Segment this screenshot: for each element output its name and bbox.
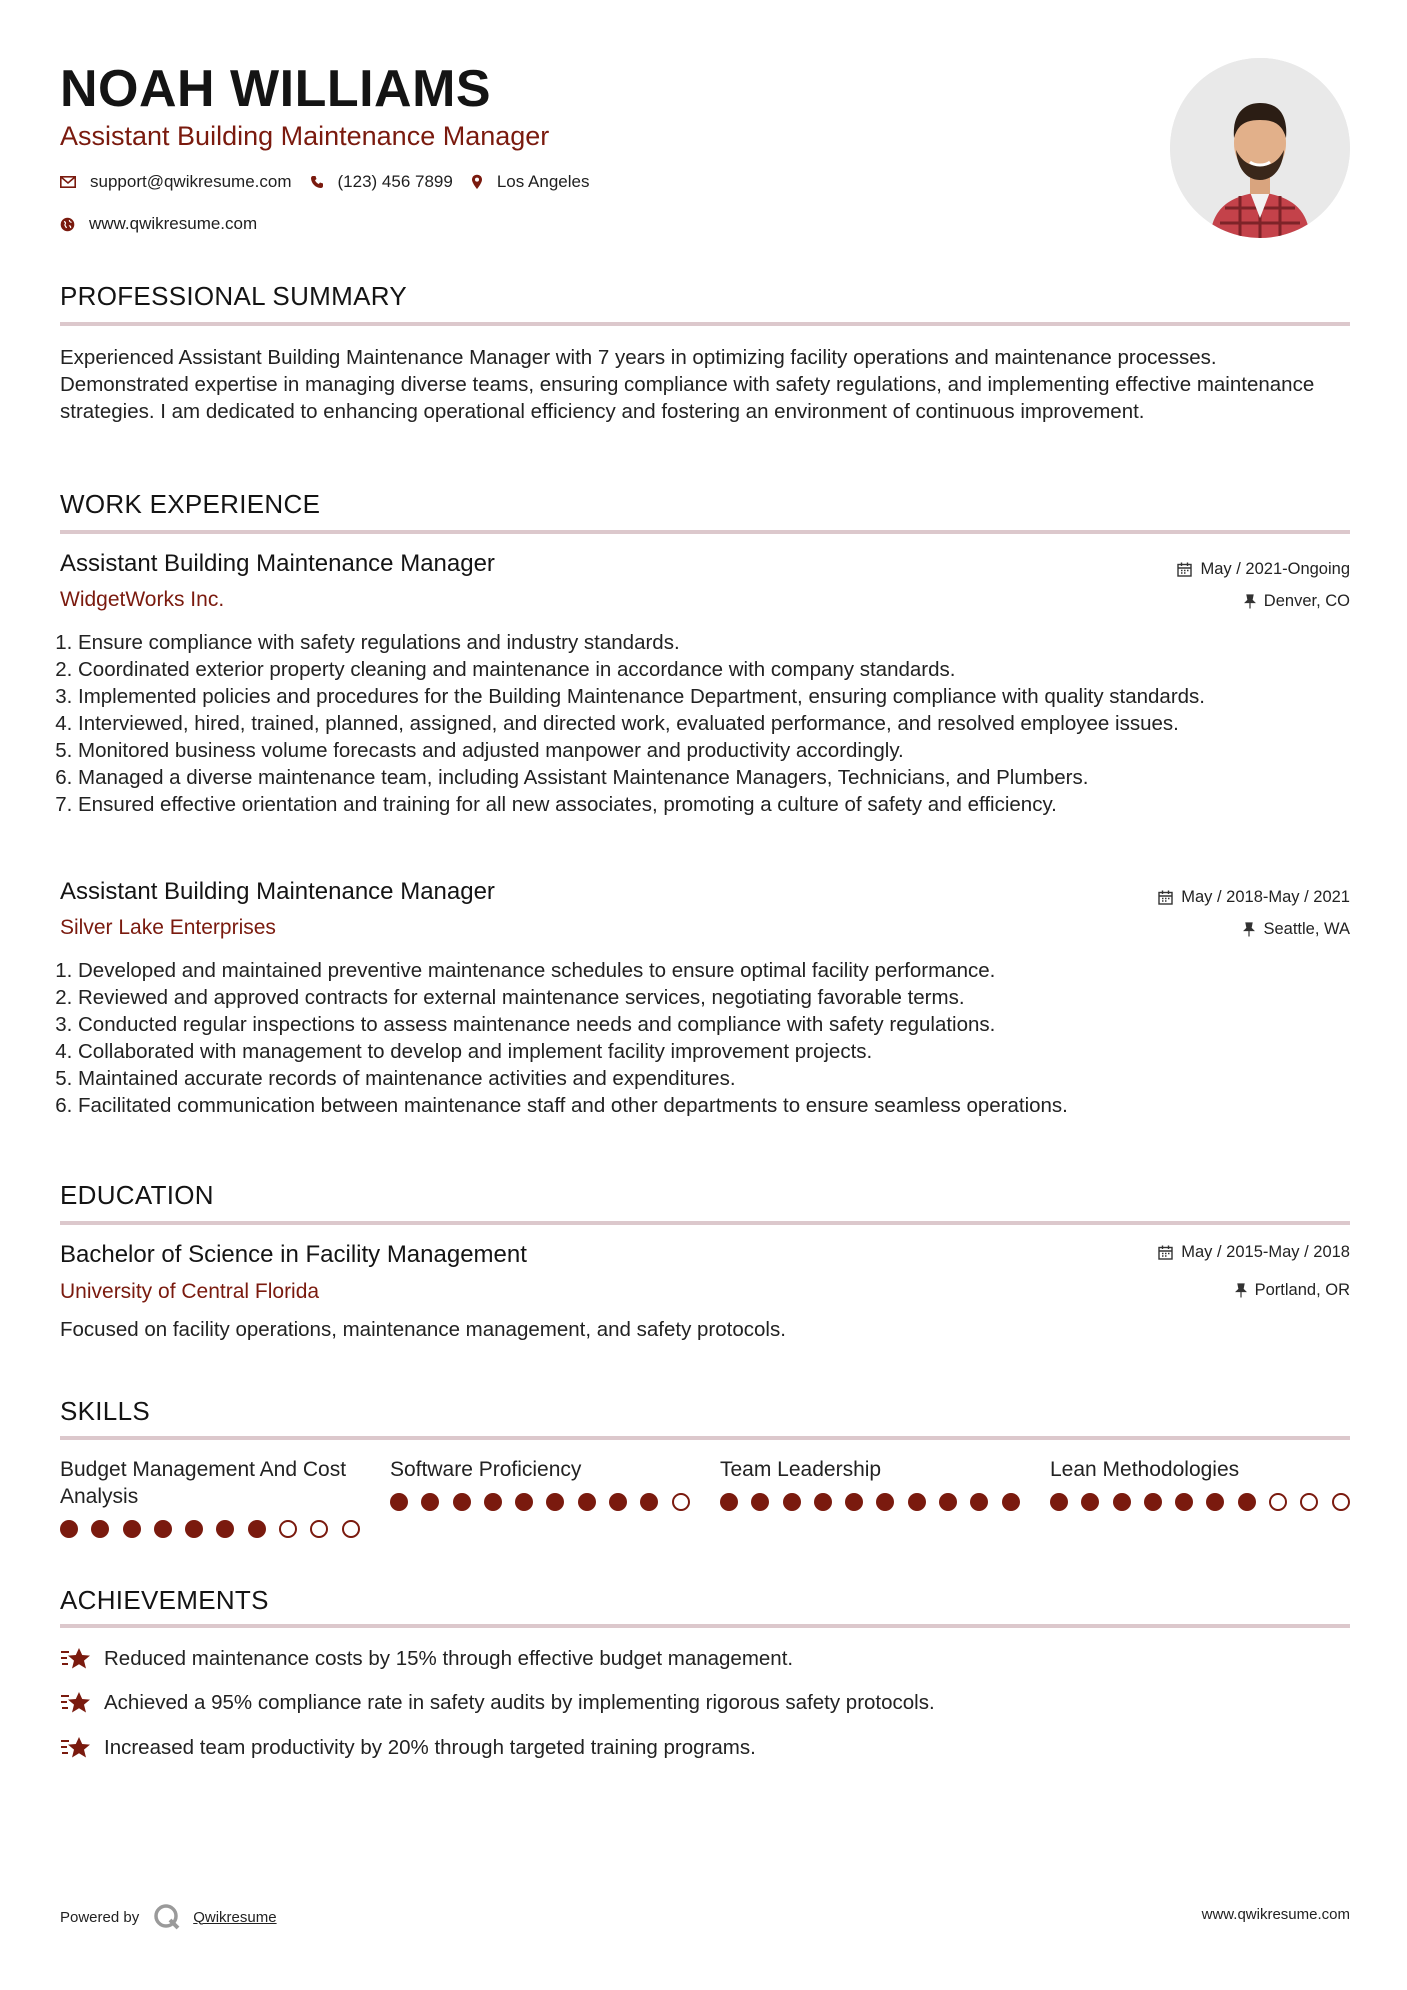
avatar bbox=[1170, 58, 1350, 238]
rating-dot-filled bbox=[609, 1493, 627, 1511]
list-item: 4. Collaborated with management to develop and implement facility improvement projects. bbox=[78, 1038, 1368, 1065]
job-location-text: Denver, CO bbox=[1263, 592, 1350, 610]
list-item: 3. Implemented policies and procedures for the Building Maintenance Department, ensuring compliance with quality standards. bbox=[78, 683, 1368, 710]
education-date bbox=[1158, 1243, 1350, 1262]
rating-dot-empty bbox=[342, 1520, 360, 1538]
rating-dot-filled bbox=[60, 1520, 78, 1538]
rating-dot-empty bbox=[672, 1493, 690, 1511]
star-award-icon bbox=[60, 1646, 92, 1672]
job-date-text: May / 2018-May / 2021 bbox=[1181, 888, 1350, 906]
rating-dot-filled bbox=[640, 1493, 658, 1511]
list-item: 2. Coordinated exterior property cleaning and maintenance in accordance with company standards. bbox=[78, 656, 1368, 683]
qwikresume-logo-icon bbox=[153, 1903, 181, 1931]
rating-dot-filled bbox=[421, 1493, 439, 1511]
map-pin-icon bbox=[471, 174, 483, 190]
job-title: Assistant Building Maintenance Manager bbox=[60, 550, 495, 577]
achievements-title: ACHIEVEMENTS bbox=[60, 1585, 269, 1615]
achievement-item bbox=[60, 1646, 793, 1672]
school-name: University of Central Florida bbox=[60, 1280, 320, 1303]
achievement-text: Achieved a 95% compliance rate in safety audits by implementing rigorous safety protocols. bbox=[104, 1691, 935, 1714]
rating-dot-filled bbox=[876, 1493, 894, 1511]
contact-phone[interactable] bbox=[310, 172, 453, 192]
education-description: Focused on facility operations, maintenance management, and safety protocols. bbox=[60, 1318, 786, 1341]
list-item: 1. Developed and maintained preventive maintenance schedules to ensure optimal facility performance. bbox=[78, 957, 1368, 984]
achievement-item bbox=[60, 1735, 756, 1761]
skill-name: Lean Methodologies bbox=[1050, 1458, 1240, 1481]
rating-dot-filled bbox=[515, 1493, 533, 1511]
footer-website[interactable]: www.qwikresume.com bbox=[1201, 1906, 1350, 1923]
pushpin-icon bbox=[1244, 594, 1256, 609]
rating-dot-empty bbox=[279, 1520, 297, 1538]
envelope-icon bbox=[60, 176, 76, 188]
globe-icon bbox=[60, 217, 75, 232]
job-date bbox=[1158, 888, 1350, 907]
list-item: 1. Ensure compliance with safety regulations and industry standards. bbox=[78, 629, 1368, 656]
pushpin-icon bbox=[1243, 922, 1255, 937]
rating-dot-filled bbox=[720, 1493, 738, 1511]
list-item: 5. Monitored business volume forecasts and adjusted manpower and productivity accordingly. bbox=[78, 737, 1368, 764]
education-location bbox=[1235, 1281, 1350, 1300]
footer-powered bbox=[60, 1903, 277, 1931]
star-award-icon bbox=[60, 1690, 92, 1716]
job-location bbox=[1243, 920, 1350, 939]
achievement-text: Reduced maintenance costs by 15% through effective budget management. bbox=[104, 1647, 794, 1670]
skills-title: SKILLS bbox=[60, 1396, 150, 1426]
rating-dot-filled bbox=[1206, 1493, 1224, 1511]
list-item: 3. Conducted regular inspections to assess maintenance needs and compliance with safety regulations. bbox=[78, 1011, 1368, 1038]
section-divider bbox=[60, 1624, 1350, 1628]
rating-dot-filled bbox=[91, 1520, 109, 1538]
rating-dot-filled bbox=[484, 1493, 502, 1511]
rating-dot-empty bbox=[1332, 1493, 1350, 1511]
rating-dot-filled bbox=[783, 1493, 801, 1511]
rating-dot-filled bbox=[154, 1520, 172, 1538]
achievement-item bbox=[60, 1690, 935, 1716]
section-divider bbox=[60, 322, 1350, 326]
pushpin-icon bbox=[1235, 1283, 1247, 1298]
job-bullets bbox=[60, 629, 1368, 818]
skill-rating bbox=[390, 1493, 703, 1511]
rating-dot-filled bbox=[1175, 1493, 1193, 1511]
brand-link[interactable]: Qwikresume bbox=[193, 1908, 277, 1926]
location-text: Los Angeles bbox=[496, 172, 590, 191]
skill-rating bbox=[1050, 1493, 1363, 1511]
summary-title: PROFESSIONAL SUMMARY bbox=[60, 281, 407, 311]
phone-icon bbox=[310, 175, 324, 189]
list-item: 6. Facilitated communication between maintenance staff and other departments to ensure seamless operations. bbox=[78, 1092, 1368, 1119]
website-text: www.qwikresume.com bbox=[89, 214, 258, 233]
job-title: Assistant Building Maintenance Manager bbox=[60, 878, 495, 905]
rating-dot-empty bbox=[1300, 1493, 1318, 1511]
list-item: 4. Interviewed, hired, trained, planned, assigned, and directed work, evaluated performance, and resolved employee issues. bbox=[78, 710, 1368, 737]
rating-dot-filled bbox=[751, 1493, 769, 1511]
contact-website[interactable] bbox=[60, 214, 257, 234]
rating-dot-filled bbox=[453, 1493, 471, 1511]
job-date-text: May / 2021-Ongoing bbox=[1200, 560, 1350, 578]
skill-item bbox=[390, 1456, 690, 1483]
powered-by-text: Powered by bbox=[60, 1908, 140, 1926]
skill-rating bbox=[720, 1493, 1033, 1511]
rating-dot-filled bbox=[814, 1493, 832, 1511]
star-award-icon bbox=[60, 1735, 92, 1761]
calendar-icon bbox=[1177, 562, 1192, 577]
education-title: EDUCATION bbox=[60, 1180, 214, 1210]
rating-dot-filled bbox=[1238, 1493, 1256, 1511]
section-divider bbox=[60, 1436, 1350, 1440]
candidate-name: NOAH WILLIAMS bbox=[60, 60, 492, 118]
section-divider bbox=[60, 1221, 1350, 1225]
candidate-role: Assistant Building Maintenance Manager bbox=[60, 121, 550, 151]
list-item: 5. Maintained accurate records of maintenance activities and expenditures. bbox=[78, 1065, 1368, 1092]
rating-dot-filled bbox=[1113, 1493, 1131, 1511]
job-location bbox=[1244, 592, 1350, 611]
rating-dot-filled bbox=[1081, 1493, 1099, 1511]
education-location-text: Portland, OR bbox=[1254, 1281, 1350, 1299]
section-divider bbox=[60, 530, 1350, 534]
profile-photo bbox=[1170, 58, 1350, 238]
skill-item bbox=[60, 1456, 360, 1510]
rating-dot-filled bbox=[248, 1520, 266, 1538]
job-bullets bbox=[60, 957, 1368, 1119]
rating-dot-filled bbox=[578, 1493, 596, 1511]
rating-dot-filled bbox=[845, 1493, 863, 1511]
list-item: 2. Reviewed and approved contracts for external maintenance services, negotiating favorable terms. bbox=[78, 984, 1368, 1011]
rating-dot-filled bbox=[123, 1520, 141, 1538]
skill-item bbox=[1050, 1456, 1350, 1483]
rating-dot-filled bbox=[390, 1493, 408, 1511]
education-date-text: May / 2015-May / 2018 bbox=[1181, 1243, 1350, 1261]
company-name: Silver Lake Enterprises bbox=[60, 916, 276, 939]
rating-dot-filled bbox=[1144, 1493, 1162, 1511]
rating-dot-filled bbox=[939, 1493, 957, 1511]
degree-title: Bachelor of Science in Facility Management bbox=[60, 1241, 527, 1268]
rating-dot-filled bbox=[908, 1493, 926, 1511]
skill-item bbox=[720, 1456, 1020, 1483]
contact-location bbox=[471, 172, 590, 192]
skill-name: Budget Management And Cost Analysis bbox=[60, 1458, 347, 1508]
company-name: WidgetWorks Inc. bbox=[60, 588, 225, 611]
phone-text: (123) 456 7899 bbox=[337, 172, 453, 191]
rating-dot-filled bbox=[216, 1520, 234, 1538]
rating-dot-filled bbox=[1050, 1493, 1068, 1511]
achievement-text: Increased team productivity by 20% through targeted training programs. bbox=[104, 1736, 756, 1759]
job-location-text: Seattle, WA bbox=[1263, 920, 1350, 938]
rating-dot-empty bbox=[1269, 1493, 1287, 1511]
rating-dot-filled bbox=[970, 1493, 988, 1511]
skill-name: Team Leadership bbox=[720, 1458, 882, 1481]
email-text: support@qwikresume.com bbox=[90, 172, 292, 191]
contact-row bbox=[60, 172, 607, 192]
rating-dot-filled bbox=[1002, 1493, 1020, 1511]
calendar-icon bbox=[1158, 1245, 1173, 1260]
calendar-icon bbox=[1158, 890, 1173, 905]
website-row bbox=[60, 214, 275, 234]
skill-name: Software Proficiency bbox=[390, 1458, 582, 1481]
job-date bbox=[1177, 560, 1350, 579]
rating-dot-empty bbox=[310, 1520, 328, 1538]
list-item: 7. Ensured effective orientation and training for all new associates, promoting a culture of safety and efficiency. bbox=[78, 791, 1368, 818]
skill-rating bbox=[60, 1520, 373, 1538]
rating-dot-filled bbox=[546, 1493, 564, 1511]
list-item: 6. Managed a diverse maintenance team, including Assistant Maintenance Managers, Technicians, and Plumbers. bbox=[78, 764, 1368, 791]
summary-text: Experienced Assistant Building Maintenance Manager with 7 years in optimizing facility operations and maintenance processes. Demonstrated expertise in managing diverse teams, ensuring compliance with safety regulations, and implementing effective maintenance strategies. I am dedicated to enhancing operational efficiency and fostering an environment of continuous improvement. bbox=[60, 346, 1315, 423]
experience-title: WORK EXPERIENCE bbox=[60, 489, 321, 519]
contact-email[interactable] bbox=[60, 172, 292, 192]
rating-dot-filled bbox=[185, 1520, 203, 1538]
